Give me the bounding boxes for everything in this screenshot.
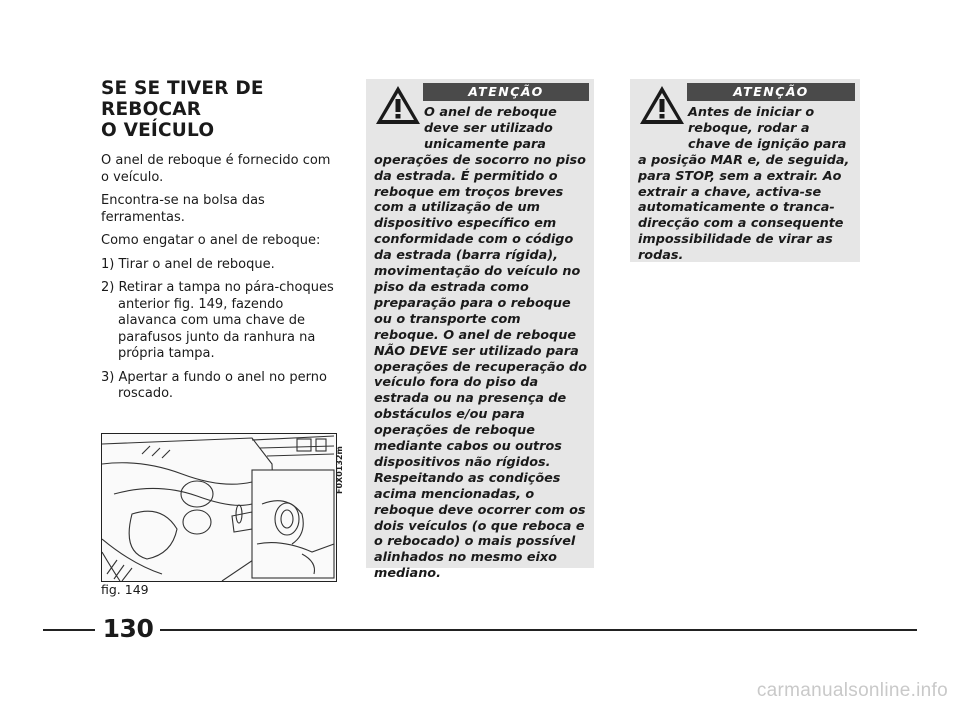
warning-text-content: Antes de iniciar o reboque, rodar a chave de ignição para a posição MAR e, de seguida, para STOP, sem a extrair. Ao extrair a chave, activa-se automaticamente o tranca-direcção com a consequente impossibilidade de virar as rodas.: [638, 105, 850, 264]
footer-rule-right: [160, 629, 917, 631]
section-heading: [101, 78, 337, 141]
heading-line: REBOCAR: [101, 99, 202, 120]
bumper-tow-ring-drawing: [102, 434, 336, 581]
page-number: 130: [102, 614, 154, 643]
step-item: 2) Retirar a tampa no pára-choques anterior fig. 149, fazendo alavanca com uma chave de parafusos junto da ranhura na própria tampa.: [101, 280, 334, 361]
step-item: 1) Tirar o anel de reboque.: [101, 256, 275, 272]
warning-triangle-icon: [374, 84, 422, 126]
step-item: 3) Apertar a fundo o anel no perno roscado.: [101, 369, 327, 401]
warning-box-towing-ring: [366, 79, 594, 582]
main-column: [101, 78, 337, 410]
warning-title: ATENÇÃO: [687, 83, 855, 101]
paragraph: O anel de reboque é fornecido com o veículo.: [101, 153, 331, 185]
warning-title: ATENÇÃO: [423, 83, 589, 101]
watermark: carmanualsonline.info: [756, 680, 948, 701]
figure-code: [332, 436, 346, 496]
footer-rule-left: [43, 629, 95, 631]
figure-caption: fig. 149: [101, 582, 149, 597]
figure-149-illustration: [101, 433, 337, 582]
paragraph: Como engatar o anel de reboque:: [101, 233, 321, 248]
warning-triangle-icon: [638, 84, 686, 126]
warning-text: [638, 105, 854, 264]
warning-text-content: O anel de reboque deve ser utilizado unicamente para operações de socorro no piso da estrada. É permitido o reboque em troços breves com a utilização de um dispositivo específico em conformidade com o código da estrada (barra rígida), movimentação do veículo no piso da estrada como preparação para o reboque ou o transporte com reboque. O anel de reboque NÃO DEVE ser utilizado para operações de recuperação do veículo fora do piso da estrada ou na presença de obstáculos e/ou para operações de reboque mediante cabos ou outros dispositivos não rígidos. Respeitando as condições acima mencionadas, o reboque deve ocorrer com os dois veículos (o que reboca e o rebocado) o mais possível alinhados no mesmo eixo mediano.: [374, 105, 587, 582]
warning-box-ignition: [630, 79, 860, 262]
heading-line: SE SE TIVER DE: [101, 78, 264, 99]
heading-line: O VEÍCULO: [101, 120, 215, 141]
paragraph: Encontra-se na bolsa das ferramentas.: [101, 193, 265, 225]
warning-text: [374, 105, 588, 582]
figure-code-text: F0X0132m: [335, 446, 344, 494]
